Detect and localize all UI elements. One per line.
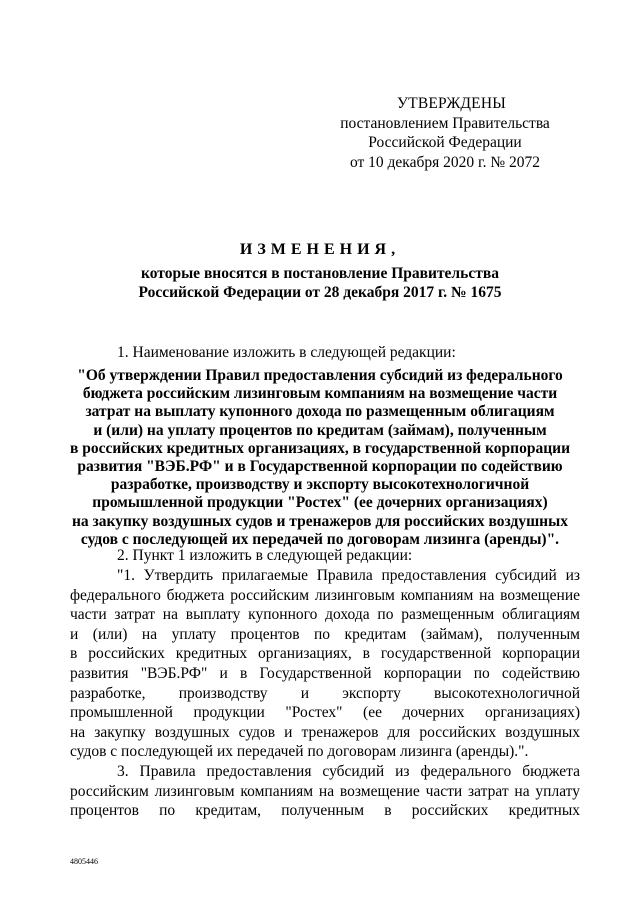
quote-line: затрат на выплату купонного дохода по размещенным облигациям [85,403,555,421]
quote-line: и (или) на уплату процентов по кредитам (займам), полученным [93,421,547,439]
paragraph-line: федерального бюджета российским лизинговым компаниям на возмещение [70,586,580,604]
paragraph-line: судов с последующей их передачей по договорам лизинга (аренды).". [70,743,529,761]
document-subtitle [0,264,640,302]
quote-line: судов с последующей их передачей по договорам лизинга (аренды)". [80,530,560,548]
document-title: ИЗМЕНЕНИЯ, [239,241,401,258]
paragraph-line: разработке, производству и экспорту высокотехнологичной [70,684,580,702]
paragraph-line: 3. Правила предоставления субсидий из федерального бюджета [117,763,580,780]
approval-date: от 10 декабря 2020 г. № 2072 [349,153,541,171]
quote-line: на закупку воздушных судов и тренажеров для российских воздушных [72,512,568,530]
quote-line: разработке, производству и экспорту высокотехнологичной [110,476,530,494]
approval-line: постановлением Правительства [340,114,550,132]
paragraph-line: в российских кредитных организациях, в государственной корпорации [70,645,580,663]
paragraph-line: промышленной продукции "Ростех" (ее дочерних организациях) [70,704,580,722]
quote-line: в российских кредитных организациях, в государственной корпорации [69,439,571,457]
document-id: 4805446 [70,857,98,866]
item2-intro: 2. Пункт 1 изложить в следующей редакции: [117,547,413,564]
paragraph-line: развития "ВЭБ.РФ" и в Государственной корпорации по содействию [70,664,580,682]
subtitle-line: которые вносятся в постановление Правительства [141,265,499,282]
paragraph-line: части затрат на выплату купонного дохода по размещенным облигациям [70,606,580,624]
item1-quote [60,367,580,549]
paragraph-line: российским лизинговым компаниям на возмещение части затрат на уплату [70,782,580,800]
quote-line: промышленной продукции "Ростех" (ее дочерних организациях) [92,494,548,512]
paragraph-line: процентов по кредитам, полученным в российских кредитных [70,802,580,820]
paragraph-line: на закупку воздушных судов и тренажеров для российских воздушных [70,723,580,741]
item2-text [70,566,580,762]
quote-line: "Об утверждении Правил предоставления субсидий из федерального [77,367,563,384]
paragraph-line: и (или) на уплату процентов по кредитам (займам), полученным [70,625,580,643]
approval-line: Российской Федерации [368,134,522,151]
paragraph-line: "1. Утвердить прилагаемые Правила предоставления субсидий из [117,567,580,584]
subtitle-line: Российской Федерации от 28 декабря 2017 г. № 1675 [138,284,502,301]
approval-heading: УТВЕРЖДЕНЫ [397,95,506,112]
quote-line: бюджета российским лизинговым компаниям на возмещение части [82,385,558,403]
item1-intro: 1. Наименование изложить в следующей редакции: [117,344,456,361]
item3-text [70,762,580,821]
approval-stamp [325,94,565,172]
quote-line: развития "ВЭБ.РФ" и в Государственной корпорации по содействию [77,458,563,476]
